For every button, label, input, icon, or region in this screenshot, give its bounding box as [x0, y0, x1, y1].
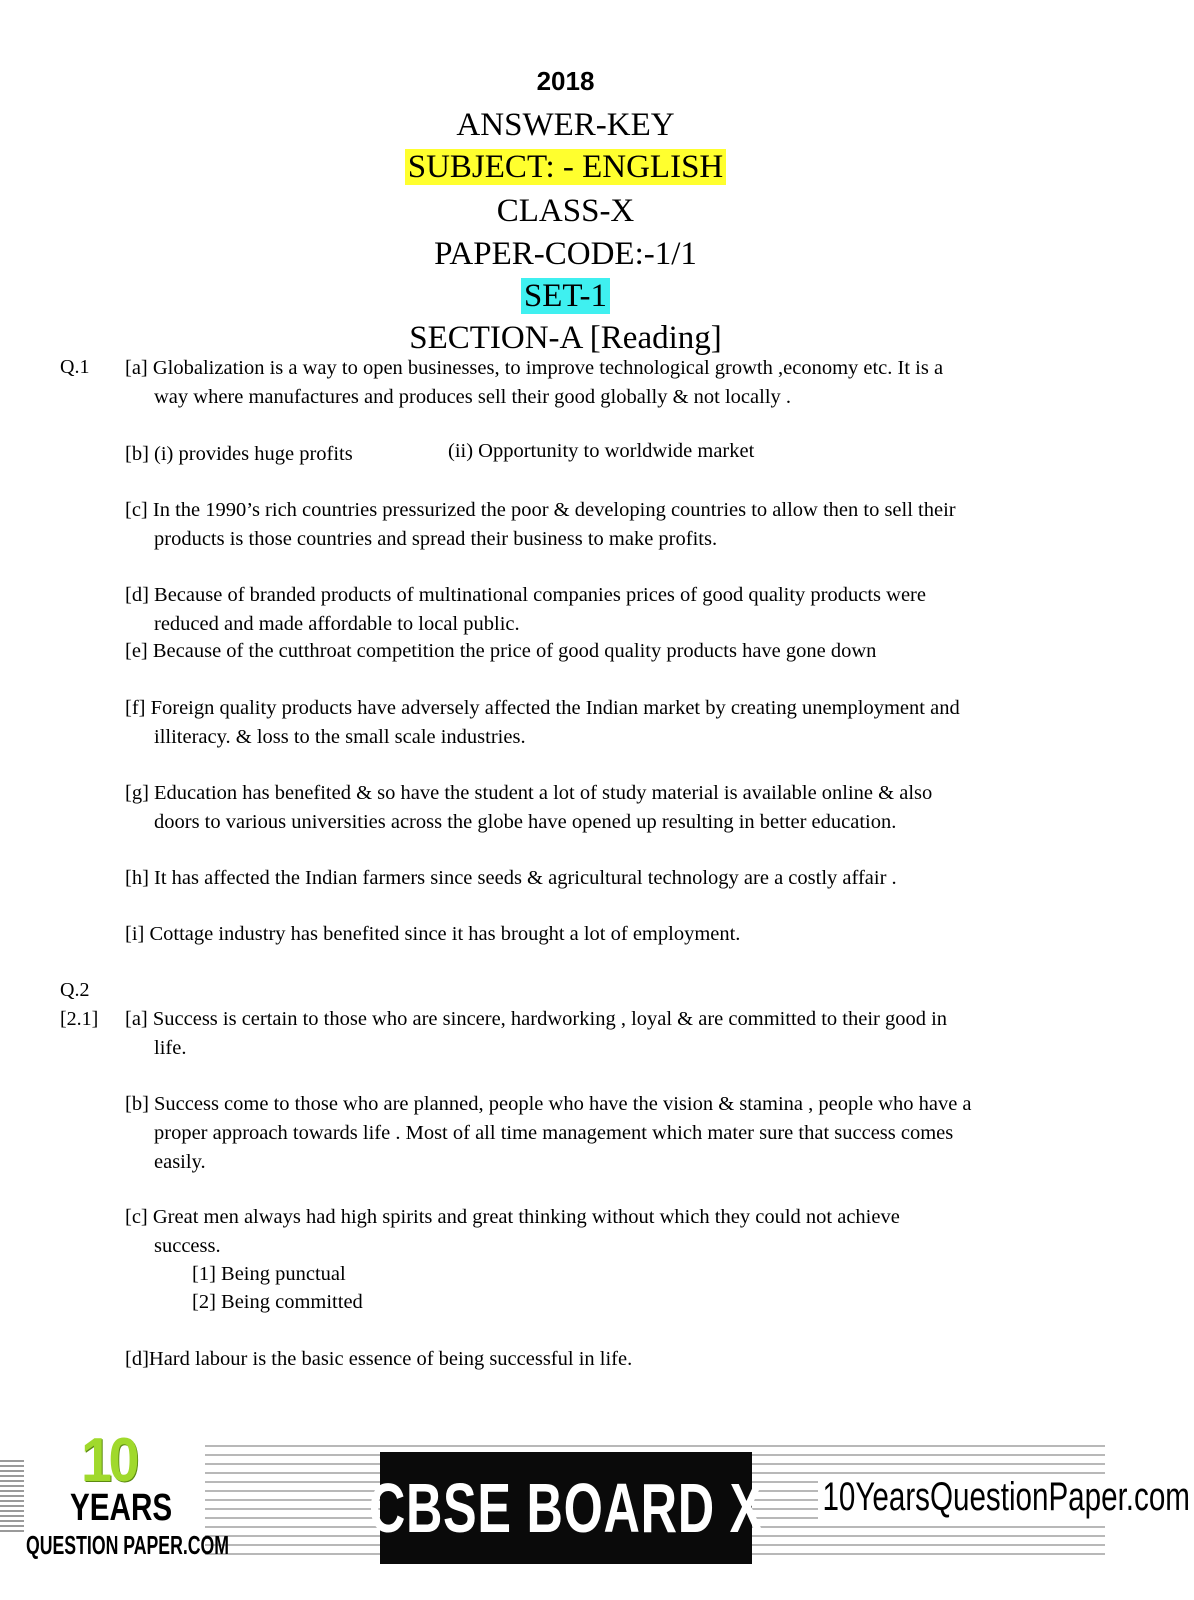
answer-2b-line3: easily.	[154, 1151, 206, 1173]
answer-1d-line1: [d] Because of branded products of multinational companies prices of good quality products were	[125, 584, 926, 606]
answer-2c-line1: [c] Great men always had high spirits and great thinking without which they could not achieve	[125, 1206, 900, 1228]
section-heading: SECTION-A [Reading]	[409, 320, 722, 356]
set-line	[0, 275, 1131, 317]
logo-site-text: QUESTION PAPER.COM	[26, 1530, 230, 1560]
answer-1d-line2: reduced and made affordable to local public.	[154, 613, 520, 635]
answer-1d	[125, 581, 1050, 639]
subject-line	[0, 146, 1131, 188]
answer-1f	[125, 694, 1050, 752]
question-2-label: Q.2	[60, 979, 90, 1001]
answer-1h-line1: [h] It has affected the Indian farmers since seeds & agricultural technology are a costly affair .	[125, 867, 897, 889]
answer-1e-line1: [e] Because of the cutthroat competition the price of good quality products have gone down	[125, 640, 877, 662]
answer-1b-col2: (ii) Opportunity to worldwide market	[448, 440, 755, 462]
question-1-label: Q.1	[60, 356, 90, 378]
answer-1a	[125, 354, 1050, 412]
website-link[interactable]: 10YearsQuestionPaper.com	[818, 1475, 1194, 1520]
set-highlight: SET-1	[521, 278, 610, 314]
answer-2b	[125, 1090, 1050, 1177]
answer-1i	[125, 920, 1050, 949]
answer-1g	[125, 779, 1050, 837]
answer-2a-line2: life.	[154, 1037, 187, 1059]
subject-highlight: SUBJECT: - ENGLISH	[405, 149, 727, 185]
question-2-1-label: [2.1]	[60, 1008, 99, 1030]
answer-key-title: ANSWER-KEY	[456, 107, 675, 143]
answer-1f-line1: [f] Foreign quality products have adversely affected the Indian market by creating unemployment and	[125, 697, 960, 719]
answer-2c-point-1: [1] Being punctual	[192, 1263, 346, 1285]
logo-years-text: YEARS	[70, 1487, 173, 1529]
paper-code-line: PAPER-CODE:-1/1	[434, 236, 697, 272]
answer-2c	[125, 1203, 1050, 1261]
answer-1f-line2: illiteracy. & loss to the small scale industries.	[154, 726, 526, 748]
answer-2d	[125, 1345, 1050, 1374]
logo-number: 10	[81, 1426, 136, 1495]
answer-2d-line1: [d]Hard labour is the basic essence of being successful in life.	[125, 1348, 633, 1370]
answer-1g-line2: doors to various universities across the globe have opened up resulting in better education.	[154, 811, 897, 833]
year-heading: 2018	[536, 66, 595, 96]
answer-1c-line1: [c] In the 1990’s rich countries pressurized the poor & developing countries to allow then to sell their	[125, 499, 956, 521]
answer-1h	[125, 864, 1050, 893]
board-banner-text: CBSE BOARD X	[368, 1469, 764, 1547]
answer-1a-line2: way where manufactures and produces sell their good globally & not locally .	[154, 386, 792, 408]
answer-2c-line2: success.	[154, 1235, 221, 1257]
answer-2a-line1: [a] Success is certain to those who are sincere, hardworking , loyal & are committed to their good in	[125, 1008, 948, 1030]
answer-2c-point-2: [2] Being committed	[192, 1291, 363, 1313]
answer-1i-line1: [i] Cottage industry has benefited since it has brought a lot of employment.	[125, 923, 741, 945]
answer-1c-line2: products is those countries and spread their business to make profits.	[154, 528, 718, 550]
answer-1a-line1: [a] Globalization is a way to open businesses, to improve technological growth ,economy etc. It is a	[125, 357, 944, 379]
footer-banner	[0, 1420, 1190, 1600]
footer-hatch-decoration	[0, 1460, 24, 1535]
answer-1b-col1: [b] (i) provides huge profits	[125, 443, 353, 465]
answer-1g-line1: [g] Education has benefited & so have the student a lot of study material is available online & also	[125, 782, 933, 804]
class-line: CLASS-X	[496, 193, 635, 229]
answer-1e	[125, 637, 1050, 666]
answer-2b-line1: [b] Success come to those who are planned, people who have the vision & stamina , people who have a	[125, 1093, 972, 1115]
answer-1c	[125, 496, 1050, 554]
answer-2a	[125, 1005, 1050, 1063]
board-banner	[368, 1452, 764, 1564]
answer-2b-line2: proper approach towards life . Most of all time management which mater sure that success comes	[154, 1122, 954, 1144]
